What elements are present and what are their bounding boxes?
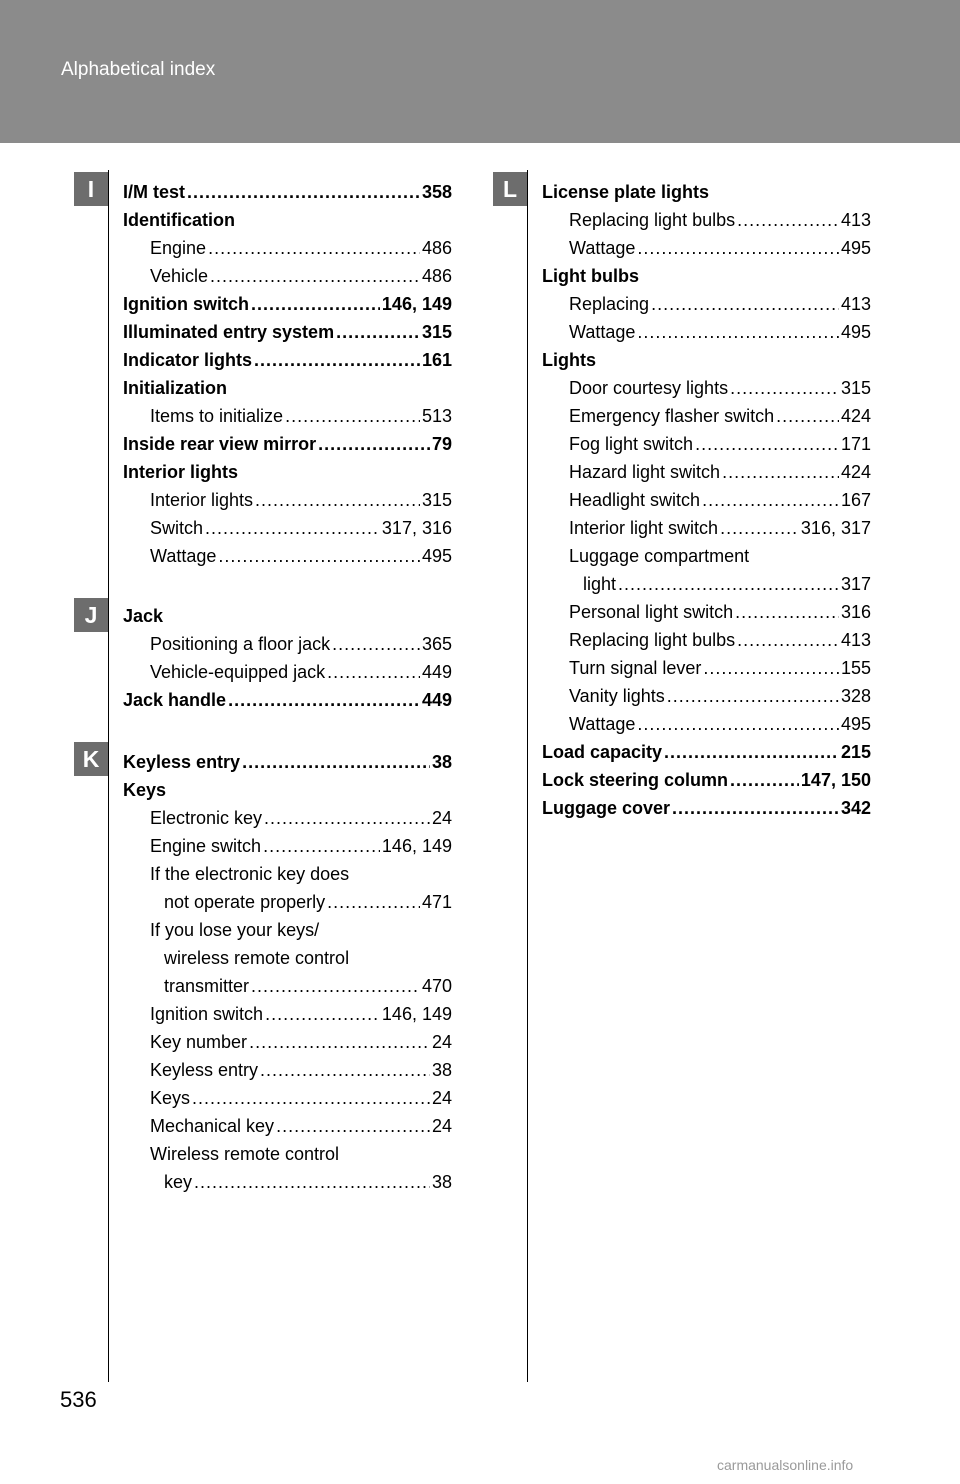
dot-leader <box>737 206 839 234</box>
index-entry <box>123 1168 452 1196</box>
index-entry-page: 147, 150 <box>800 770 871 790</box>
index-entry-term: Fog light switch <box>569 434 694 454</box>
index-entry <box>123 832 452 860</box>
index-entry <box>123 602 452 630</box>
index-entry-term: Vanity lights <box>569 686 665 706</box>
index-entry-term: Load capacity <box>542 742 663 762</box>
index-entry <box>123 290 452 318</box>
index-entry-term: Key number <box>150 1032 248 1052</box>
header-title: Alphabetical index <box>61 59 216 80</box>
index-entry-term: Keys <box>150 1088 191 1108</box>
index-entry-page: 38 <box>431 1172 452 1192</box>
index-section-j <box>123 602 452 714</box>
dot-leader <box>735 598 839 626</box>
dot-leader <box>260 1056 430 1084</box>
index-entry <box>542 738 871 766</box>
index-entry-page: 155 <box>840 658 871 678</box>
index-entry-term: Keys <box>123 780 167 800</box>
dot-leader <box>651 290 839 318</box>
index-entry <box>542 626 871 654</box>
index-entry <box>542 710 871 738</box>
index-entry-term: Replacing light bulbs <box>569 210 736 230</box>
index-entry <box>542 262 871 290</box>
index-entry-term: Lights <box>542 350 596 370</box>
dot-leader <box>254 346 420 374</box>
index-entry <box>123 1056 452 1084</box>
index-entry <box>542 794 871 822</box>
index-entry-page: 413 <box>840 630 871 650</box>
index-entry-page: 38 <box>431 752 452 772</box>
index-entry-page: 449 <box>421 662 452 682</box>
dot-leader <box>205 514 380 542</box>
index-entry-page: 424 <box>840 462 871 482</box>
index-entry <box>123 1140 452 1168</box>
index-entry-term: Engine switch <box>150 836 262 856</box>
index-entry <box>123 402 452 430</box>
dot-leader <box>194 1168 430 1196</box>
index-entry-page: 315 <box>421 322 452 342</box>
index-entry-term: Luggage cover <box>542 798 671 818</box>
index-entry <box>542 290 871 318</box>
index-entry-term: Ignition switch <box>150 1004 264 1024</box>
index-entry-page: 413 <box>840 210 871 230</box>
index-entry-page: 315 <box>421 490 452 510</box>
index-entry-term: light <box>583 574 617 594</box>
index-entry <box>123 262 452 290</box>
index-entry <box>542 178 871 206</box>
section-tab-k: K <box>74 742 108 776</box>
index-entry <box>123 776 452 804</box>
dot-leader <box>264 804 430 832</box>
index-entry <box>542 430 871 458</box>
index-entry-page: 495 <box>840 322 871 342</box>
index-entry-page: 413 <box>840 294 871 314</box>
index-entry <box>542 598 871 626</box>
index-entry-term: Vehicle-equipped jack <box>150 662 326 682</box>
index-entry <box>123 972 452 1000</box>
index-entry-term: Lock steering column <box>542 770 729 790</box>
index-entry <box>123 804 452 832</box>
dot-leader <box>637 710 839 738</box>
index-entry-page: 167 <box>840 490 871 510</box>
section-tab-i: I <box>74 172 108 206</box>
index-section-l <box>542 178 871 822</box>
dot-leader <box>703 654 839 682</box>
index-entry-page: 449 <box>421 690 452 710</box>
index-entry-term: Replacing light bulbs <box>569 630 736 650</box>
index-entry-page: 342 <box>840 798 871 818</box>
index-entry-page: 316, 317 <box>800 518 871 538</box>
index-entry-term: Jack <box>123 606 164 626</box>
index-entry-term: Indicator lights <box>123 350 253 370</box>
index-entry-term: Inside rear view mirror <box>123 434 317 454</box>
dot-leader <box>228 686 420 714</box>
dot-leader <box>730 374 839 402</box>
dot-leader <box>265 1000 380 1028</box>
index-entry-term: Wattage <box>569 238 636 258</box>
index-entry-page: 171 <box>840 434 871 454</box>
index-entry <box>123 916 452 944</box>
index-entry-page: 424 <box>840 406 871 426</box>
column-divider-right <box>527 170 528 1382</box>
column-divider-left <box>108 170 109 1382</box>
index-entry <box>123 1112 452 1140</box>
index-entry <box>123 206 452 234</box>
dot-leader <box>208 234 420 262</box>
index-entry-page: 79 <box>431 434 452 454</box>
index-entry-page: 486 <box>421 238 452 258</box>
dot-leader <box>251 972 420 1000</box>
index-entry <box>123 630 452 658</box>
index-entry-term: Wattage <box>569 322 636 342</box>
index-entry <box>123 430 452 458</box>
index-entry-page: 486 <box>421 266 452 286</box>
index-entry <box>123 1084 452 1112</box>
index-entry <box>542 654 871 682</box>
section-tab-l: L <box>493 172 527 206</box>
index-entry <box>123 542 452 570</box>
index-entry-page: 471 <box>421 892 452 912</box>
index-entry-term: Wireless remote control <box>150 1144 340 1164</box>
index-entry-term: Keyless entry <box>123 752 241 772</box>
index-entry <box>542 570 871 598</box>
page-number: 536 <box>60 1387 97 1412</box>
index-entry-page: 328 <box>840 686 871 706</box>
watermark: carmanualsonline.info <box>717 1457 854 1473</box>
index-entry <box>542 486 871 514</box>
index-entry-page: 24 <box>431 1032 452 1052</box>
index-entry-term: Initialization <box>123 378 228 398</box>
dot-leader <box>187 178 420 206</box>
index-entry <box>123 234 452 262</box>
dot-leader <box>276 1112 430 1140</box>
dot-leader <box>722 458 839 486</box>
dot-leader <box>730 766 799 794</box>
index-entry <box>123 944 452 972</box>
dot-leader <box>327 888 420 916</box>
dot-leader <box>263 832 380 860</box>
dot-leader <box>672 794 839 822</box>
index-entry <box>123 514 452 542</box>
index-entry-page: 317 <box>840 574 871 594</box>
index-entry <box>123 178 452 206</box>
dot-leader <box>332 630 420 658</box>
dot-leader <box>327 658 420 686</box>
index-section-k <box>123 748 452 1196</box>
index-entry-term: Door courtesy lights <box>569 378 729 398</box>
index-entry-term: Headlight switch <box>569 490 701 510</box>
index-entry <box>542 514 871 542</box>
index-entry-page: 315 <box>840 378 871 398</box>
index-entry-page: 495 <box>840 238 871 258</box>
dot-leader <box>285 402 420 430</box>
index-entry <box>542 542 871 570</box>
index-entry <box>542 374 871 402</box>
index-entry-term: License plate lights <box>542 182 710 202</box>
index-entry-page: 146, 149 <box>381 836 452 856</box>
index-entry <box>123 860 452 888</box>
index-entry <box>123 888 452 916</box>
dot-leader <box>218 542 420 570</box>
index-entry <box>542 318 871 346</box>
index-entry <box>542 458 871 486</box>
index-entry-term: Keyless entry <box>150 1060 259 1080</box>
index-entry-page: 495 <box>421 546 452 566</box>
index-entry-term: Mechanical key <box>150 1116 275 1136</box>
index-entry-term: Items to initialize <box>150 406 284 426</box>
index-entry <box>123 1028 452 1056</box>
index-entry-page: 365 <box>421 634 452 654</box>
index-entry-page: 146, 149 <box>381 1004 452 1024</box>
index-entry-term: Interior lights <box>150 490 254 510</box>
dot-leader <box>695 430 839 458</box>
index-entry-page: 161 <box>421 350 452 370</box>
index-entry-term: Luggage compartment <box>569 546 750 566</box>
index-entry <box>123 658 452 686</box>
index-entry-term: Hazard light switch <box>569 462 721 482</box>
index-entry-page: 38 <box>431 1060 452 1080</box>
index-entry-term: not operate properly <box>164 892 326 912</box>
index-entry-term: Interior light switch <box>569 518 719 538</box>
index-entry-term: wireless remote control <box>164 948 350 968</box>
index-entry-term: Wattage <box>150 546 217 566</box>
index-entry-term: Wattage <box>569 714 636 734</box>
index-entry-page: 513 <box>421 406 452 426</box>
dot-leader <box>702 486 839 514</box>
index-entry-term: Positioning a floor jack <box>150 634 331 654</box>
dot-leader <box>210 262 420 290</box>
dot-leader <box>318 430 430 458</box>
index-entry <box>123 486 452 514</box>
page-header <box>0 0 960 143</box>
index-entry-term: Turn signal lever <box>569 658 702 678</box>
index-entry-term: key <box>164 1172 193 1192</box>
index-entry-page: 316 <box>840 602 871 622</box>
index-entry-term: Switch <box>150 518 204 538</box>
dot-leader <box>255 486 420 514</box>
dot-leader <box>192 1084 430 1112</box>
index-entry-term: Light bulbs <box>542 266 639 286</box>
index-entry-term: If you lose your keys/ <box>150 920 320 940</box>
index-entry-term: Illuminated entry system <box>123 322 335 342</box>
index-entry <box>123 458 452 486</box>
index-entry-term: If the electronic key does <box>150 864 350 884</box>
dot-leader <box>249 1028 430 1056</box>
dot-leader <box>720 514 799 542</box>
index-entry-term: Interior lights <box>123 462 239 482</box>
index-entry-term: Emergency flasher switch <box>569 406 775 426</box>
index-entry <box>123 318 452 346</box>
index-entry <box>123 374 452 402</box>
dot-leader <box>667 682 839 710</box>
section-tab-j: J <box>74 598 108 632</box>
index-entry-term: Personal light switch <box>569 602 734 622</box>
dot-leader <box>737 626 839 654</box>
index-entry-term: Identification <box>123 210 235 230</box>
index-entry-page: 146, 149 <box>381 294 452 314</box>
index-entry <box>542 346 871 374</box>
index-entry-page: 24 <box>431 1116 452 1136</box>
index-entry-term: Electronic key <box>150 808 263 828</box>
dot-leader <box>618 570 839 598</box>
index-entry-term: I/M test <box>123 182 186 202</box>
index-entry <box>542 682 871 710</box>
index-entry <box>542 402 871 430</box>
index-entry-term: Replacing <box>569 294 650 314</box>
dot-leader <box>637 234 839 262</box>
index-entry-term: Ignition switch <box>123 294 249 314</box>
dot-leader <box>637 318 839 346</box>
index-entry-term: transmitter <box>164 976 250 996</box>
index-entry <box>542 206 871 234</box>
dot-leader <box>664 738 839 766</box>
index-entry-term: Engine <box>150 238 207 258</box>
index-entry <box>123 686 452 714</box>
index-entry-page: 358 <box>421 182 452 202</box>
index-entry <box>123 748 452 776</box>
index-entry <box>542 766 871 794</box>
index-entry-page: 495 <box>840 714 871 734</box>
dot-leader <box>242 748 430 776</box>
index-entry-page: 215 <box>840 742 871 762</box>
dot-leader <box>336 318 420 346</box>
index-entry-page: 24 <box>431 1088 452 1108</box>
index-entry <box>123 346 452 374</box>
index-entry-page: 24 <box>431 808 452 828</box>
index-entry-term: Jack handle <box>123 690 227 710</box>
dot-leader <box>776 402 839 430</box>
dot-leader <box>251 290 380 318</box>
index-entry-term: Vehicle <box>150 266 209 286</box>
index-entry-page: 470 <box>421 976 452 996</box>
index-entry <box>542 234 871 262</box>
index-section-i <box>123 178 452 570</box>
index-entry <box>123 1000 452 1028</box>
index-entry-page: 317, 316 <box>381 518 452 538</box>
